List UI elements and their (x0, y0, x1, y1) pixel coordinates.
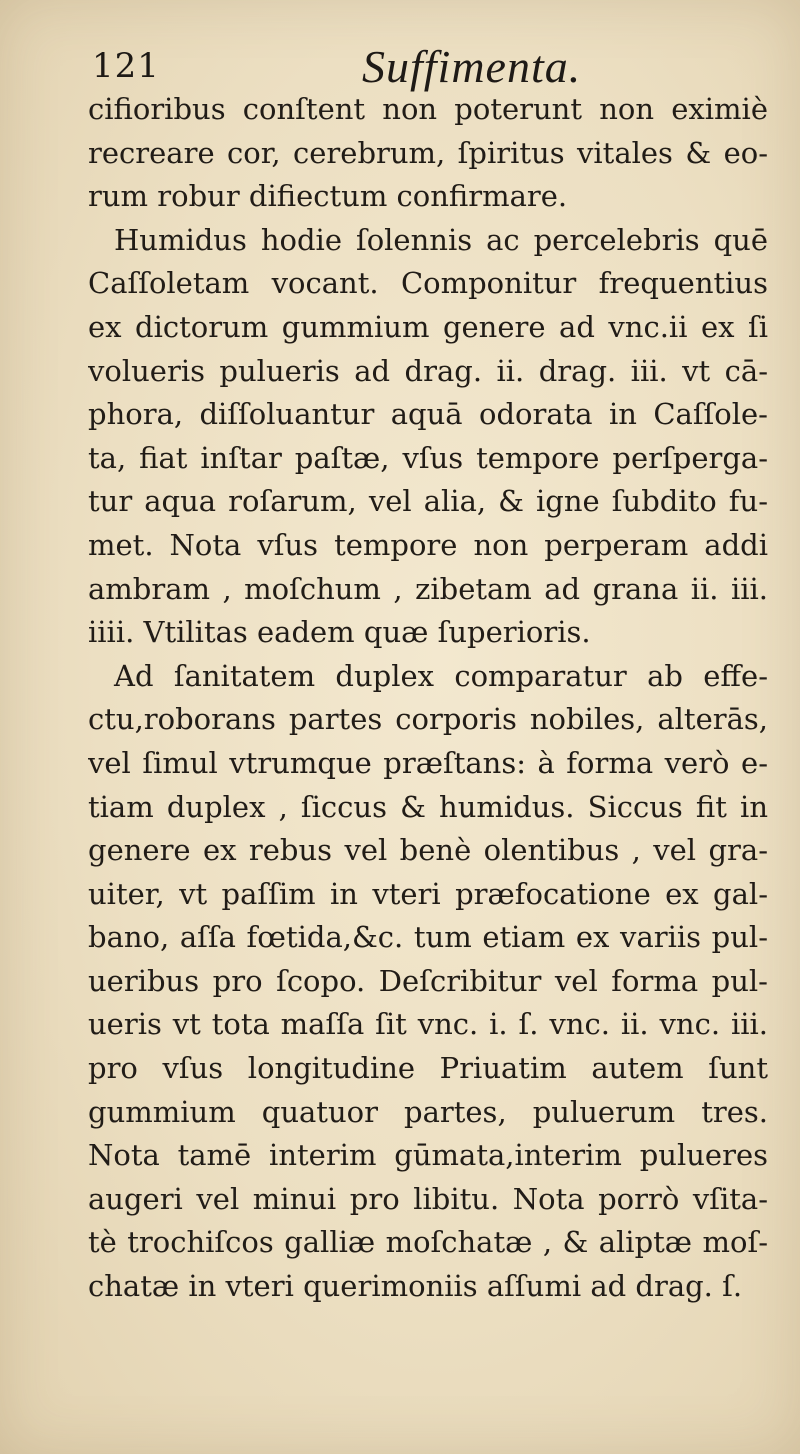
text-line: iiii. Vtilitas eadem quæ ſuperioris. (88, 615, 591, 650)
text-line: ta, fiat inſtar paſtæ, vſus tempore perſperga- (88, 440, 768, 475)
text-line: met. Nota vſus tempore non perperam addi (88, 527, 768, 562)
text-line: volueris pulueris ad drag. ii. drag. iii. vt cā- (88, 353, 768, 388)
text-line: chatæ in vteri querimoniis aſſumi ad drag. ſ. (88, 1269, 743, 1304)
text-line: ueris vt tota maſſa ſit vnc. i. ſ. vnc. ii. vnc. iii. (88, 1007, 768, 1042)
text-line: ctu,roborans partes corporis nobiles, alterās, (88, 702, 768, 737)
text-line: rum robur difiectum confirmare. (88, 179, 568, 214)
text-line: tiam duplex , ſiccus & humidus. Siccus fit in (88, 789, 768, 824)
text-line: bano, aſſa fœtida,&c. tum etiam ex variis pul- (88, 920, 768, 955)
text-line: Ad ſanitatem duplex comparatur ab effe- (114, 658, 768, 693)
text-line: tè trochiſcos galliæ moſchatæ , & aliptæ moſ- (88, 1225, 768, 1260)
text-line: ex dictorum gummium genere ad vnc.ii ex ſi (88, 309, 768, 344)
text-line: Nota tamē interim gūmata,interim pulueres (88, 1138, 768, 1173)
text-line: recreare cor, cerebrum, ſpiritus vitales & eo- (88, 135, 768, 170)
text-line: vel ſimul vtrumque præſtans: à forma verò e- (88, 745, 768, 780)
text-line: Humidus hodie ſolennis ac percelebris quē (114, 222, 768, 257)
text-line: augeri vel minui pro libitu. Nota porrò vſita- (88, 1181, 768, 1216)
text-line: Caſſoletam vocant. Componitur frequentius (88, 266, 768, 301)
running-head: Suffimenta. (362, 41, 582, 92)
text-line: phora, diſſoluantur aquā odorata in Caſſole- (88, 397, 768, 432)
body-text (88, 88, 768, 1309)
text-line: uiter, vt paſſim in vteri præfocatione ex gal- (88, 876, 768, 911)
text-line: genere ex rebus vel benè olentibus , vel gra- (88, 833, 768, 868)
text-line: gummium quatuor partes, puluerum tres. (88, 1094, 768, 1129)
page-number: 121 (92, 46, 160, 86)
text-line: cifioribus conſtent non poterunt non eximiè (88, 92, 768, 126)
text-line: ambram , moſchum , zibetam ad grana ii. iii. (88, 571, 768, 606)
text-line: ueribus pro ſcopo. Deſcribitur vel forma pul- (88, 963, 768, 998)
text-line: tur aqua roſarum, vel alia, & igne ſubdito fu- (88, 484, 768, 519)
text-line: pro vſus longitudine Priuatim autem ſunt (88, 1051, 768, 1086)
